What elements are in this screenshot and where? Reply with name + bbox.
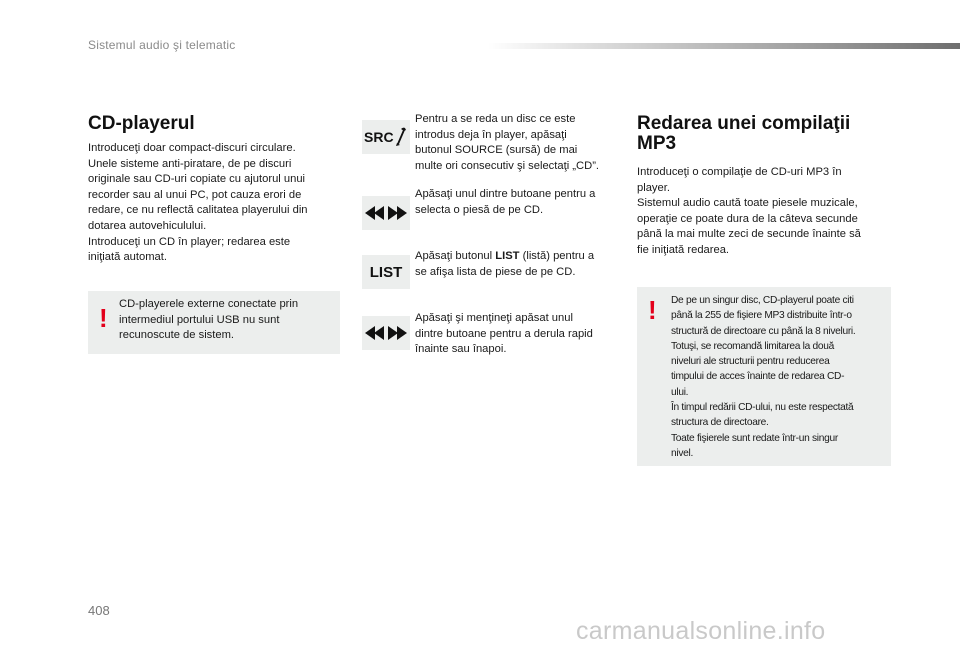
text-line: originale sau CD-uri copiate cu ajutorul unui (88, 173, 306, 186)
text-line: iniţiată automat. (88, 251, 167, 264)
watermark: carmanualsonline.info (576, 617, 826, 645)
text-line: intermediul portului USB nu sunt (119, 313, 280, 326)
page-number: 408 (88, 603, 110, 618)
text-line: player. (637, 181, 670, 194)
text-line: operaţie ce poate dura de la câteva secunde (637, 212, 858, 225)
text-line: structură de directoare cu până la 8 niveluri. (671, 325, 856, 337)
text-line: În timpul redării CD-ului, nu este respectată (671, 402, 854, 414)
text-line: selecta o piesă de pe CD. (415, 203, 544, 216)
text-line: se afişa lista de piese de pe CD. (415, 265, 576, 278)
list-icon (362, 255, 410, 289)
text-line: recunoscute de sistem. (119, 329, 235, 342)
text-line: Sistemul audio caută toate piesele muzicale, (637, 197, 858, 210)
text-line (415, 249, 615, 265)
text-line: Apăsaţi şi menţineţi apăsat unul (415, 312, 573, 324)
text-line: introdus deja în player, apăsaţi (415, 128, 567, 141)
warning-box-mp3 (637, 287, 891, 466)
text-line: Apăsaţi unul dintre butoane pentru a (415, 188, 596, 200)
text-line: Toate fişierele sunt redate într-un singur (671, 432, 838, 444)
cd-player-text (88, 141, 348, 266)
text-line: niveluri ale structurii pentru reducerea (671, 356, 830, 368)
text-line: De pe un singur disc, CD-playerul poate citi (671, 295, 854, 306)
text-line: dotarea autovehiculului. (88, 219, 207, 232)
heading-line: Redarea unei compilaţii (637, 113, 851, 134)
text-line: Totuşi, se recomandă limitarea la două (671, 340, 835, 352)
text-line: înainte sau înapoi. (415, 343, 507, 356)
mp3-text (637, 165, 897, 259)
src-phone-icon (362, 120, 410, 154)
list-description (415, 249, 615, 280)
rewind-forward-icon (362, 196, 410, 230)
list-label: LIST (369, 263, 403, 281)
text-line: Unele sisteme anti-piratare, de pe discuri (88, 157, 292, 170)
text-line: nivel. (671, 447, 693, 459)
src-label: SRC (364, 129, 394, 145)
text-line: până la 255 de fişiere MP3 distribuite într-o (671, 310, 852, 322)
text-line: până la mai multe zeci de secunde înainte să (637, 228, 861, 241)
text-line: multe ori consecutiv şi selectaţi „CD”. (415, 159, 600, 172)
text-fragment: (listă) pentru a (519, 250, 595, 262)
src-description (415, 112, 615, 174)
warning-icon: ! (99, 303, 108, 333)
heading-cd-player: CD-playerul (88, 113, 195, 134)
heading-line: MP3 (637, 133, 677, 154)
select-track-description (415, 187, 615, 218)
warning-icon: ! (648, 295, 657, 325)
heading-mp3-compilation (637, 114, 850, 154)
text-line: Pentru a se reda un disc ce este (415, 113, 576, 125)
text-line: Introduceţi un CD în player; redarea este (88, 235, 291, 248)
warning-text (671, 293, 887, 461)
warning-text (119, 297, 333, 344)
rewind-forward-icon (362, 316, 410, 350)
text-line: redare, ce nu reflectă calitatea playerului din (88, 204, 308, 217)
header-divider (488, 43, 960, 49)
text-fragment: Apăsaţi butonul (415, 250, 496, 262)
text-line: fie iniţiată redarea. (637, 243, 730, 256)
text-line: structura de directoare. (671, 417, 769, 429)
warning-box-usb (88, 291, 340, 354)
text-line: Introduceţi doar compact-discuri circulare. (88, 142, 296, 154)
text-line: CD-playerele externe conectate prin (119, 298, 299, 310)
text-line: butonul SOURCE (sursă) de mai (415, 144, 578, 157)
fast-scroll-description (415, 311, 615, 358)
list-bold-label: LIST (495, 250, 520, 262)
section-title: Sistemul audio şi telematic (88, 38, 236, 52)
text-line: dintre butoane pentru a derula rapid (415, 327, 593, 340)
text-line: recorder sau al unui PC, pot cauza erori de (88, 188, 302, 201)
text-line: Introduceţi o compilaţie de CD-uri MP3 în (637, 166, 842, 178)
text-line: ului. (671, 386, 689, 398)
text-line: timpului de acces înainte de redarea CD- (671, 371, 845, 383)
